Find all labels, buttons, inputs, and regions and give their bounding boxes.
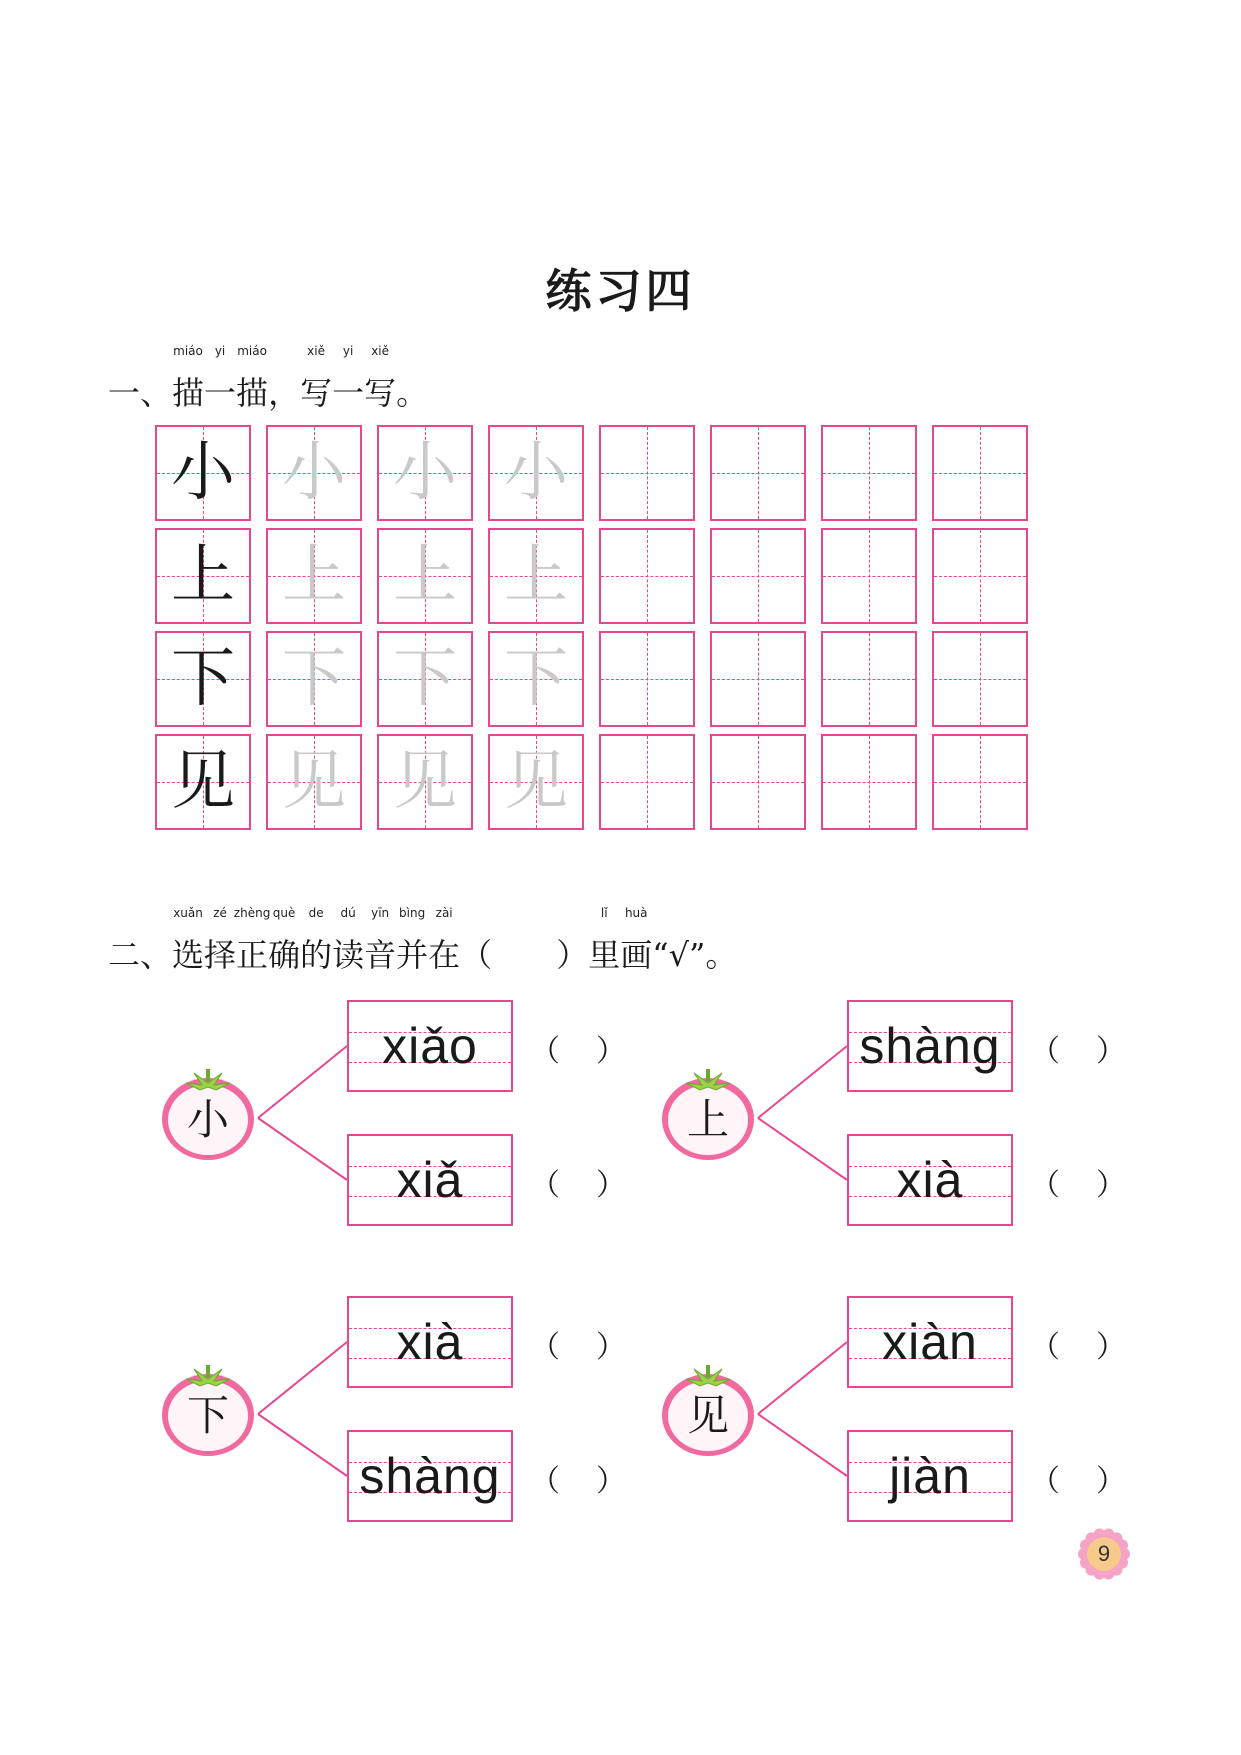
pinyin-option-box [347,1000,513,1092]
connector-line [258,1414,347,1476]
section1-pinyin: miáo [237,344,267,358]
trace-char-cell[interactable] [377,631,473,727]
answer-parentheses[interactable] [1030,1026,1126,1070]
model-char: 上 [171,539,235,613]
page-number-badge [1078,1528,1130,1580]
section2-pinyin: bìng [399,906,426,920]
pinyin-option: shàng [359,1448,501,1504]
answer-parentheses[interactable] [1030,1322,1126,1366]
trace-char-cell[interactable] [488,528,584,624]
page-number: 9 [1097,1541,1111,1566]
trace-char: 小 [393,436,457,510]
pinyin-option: xià [396,1314,464,1370]
pinyin-option-box [347,1430,513,1522]
section2-char: 音 [364,936,397,974]
paren-open: （ [1030,1034,1060,1069]
pinyin-option-box [847,1296,1013,1388]
trace-char: 上 [504,539,568,613]
tomato-char-badge [658,1359,758,1459]
trace-char: 下 [504,642,568,716]
trace-char-cell[interactable] [266,631,362,727]
section1-pinyin: yi [342,344,354,358]
section2-char: （ [460,936,493,974]
section1-pinyin: miáo [173,344,203,358]
paren-close: ） [596,1034,626,1069]
pinyin-option: shàng [859,1018,1001,1074]
section2-char: 在 [428,936,461,974]
pinyin-option-box [847,1000,1013,1092]
section2-pinyin: huà [624,906,648,920]
section2-char: “√” [652,936,706,974]
section1-char: 。 [396,374,429,412]
trace-char-cell[interactable] [377,734,473,830]
pinyin-option-box [347,1134,513,1226]
trace-char-cell[interactable] [377,528,473,624]
tomato-char-badge [158,1359,258,1459]
section2-pinyin: dú [340,906,356,920]
pinyin-option-box [847,1430,1013,1522]
answer-parentheses[interactable] [530,1026,626,1070]
trace-char-cell[interactable] [266,528,362,624]
section2-char: 画 [620,936,653,974]
connector-line [258,1046,347,1118]
model-char: 下 [171,642,235,716]
answer-parentheses[interactable] [530,1160,626,1204]
trace-char: 下 [282,642,346,716]
connector-line [758,1046,847,1118]
pinyin-option: jiàn [889,1448,971,1504]
section2-pinyin: yīn [371,906,390,920]
section1-char: 描 [172,374,205,412]
pinyin-option: xià [896,1152,964,1208]
section2-number: 二、 [108,936,173,974]
trace-char: 下 [393,642,457,716]
paren-close: ） [1096,1034,1126,1069]
paren-close: ） [596,1330,626,1365]
model-char: 见 [171,745,235,819]
model-char-cell [155,631,251,727]
answer-parentheses[interactable] [530,1456,626,1500]
tomato-char: 小 [186,1095,229,1144]
tomato-char-badge [658,1063,758,1163]
paren-open: （ [530,1464,560,1499]
pinyin-option-box [847,1134,1013,1226]
trace-char: 见 [393,745,457,819]
section2-pinyin: zé [213,906,227,920]
paren-close: ） [596,1168,626,1203]
model-char-cell [155,528,251,624]
paren-close: ） [1096,1464,1126,1499]
trace-char-cell[interactable] [488,734,584,830]
section2-pinyin: lǐ [600,906,608,920]
model-char: 小 [171,436,235,510]
section1-char: 写 [300,374,333,412]
section2-char: 择 [204,936,237,974]
section2-pinyin: què [272,906,296,920]
trace-char-cell[interactable] [377,425,473,521]
section2-pinyin: zhèng [233,906,271,920]
section2-pinyin: zài [435,906,453,920]
pinyin-option: xiǎ [396,1152,464,1208]
paren-close: ） [1096,1330,1126,1365]
section2-char: ） [556,936,589,974]
trace-char: 小 [504,436,568,510]
section2-pinyin: de [308,906,324,920]
section1-char: 写 [364,374,397,412]
section1-char: 一 [332,374,365,412]
section2-char: 里 [588,936,621,974]
section1-char: ， [268,374,301,412]
section1-char: 一 [204,374,237,412]
paren-open: （ [530,1034,560,1069]
connector-line [258,1118,347,1180]
paren-open: （ [1030,1168,1060,1203]
answer-parentheses[interactable] [1030,1456,1126,1500]
trace-char: 小 [282,436,346,510]
tomato-char: 下 [186,1391,229,1440]
section2-pinyin: xuǎn [173,906,203,920]
paren-open: （ [1030,1464,1060,1499]
trace-char: 上 [282,539,346,613]
pinyin-option: xiǎo [382,1018,478,1074]
trace-char: 见 [504,745,568,819]
tomato-char: 上 [686,1095,729,1144]
section1-char: 描 [236,374,269,412]
paren-open: （ [530,1330,560,1365]
tomato-char: 见 [686,1391,729,1440]
model-char-cell [155,425,251,521]
trace-char-cell[interactable] [266,734,362,830]
connector-line [758,1118,847,1180]
trace-char: 上 [393,539,457,613]
paren-close: ） [596,1464,626,1499]
answer-parentheses[interactable] [530,1322,626,1366]
section2-char: 确 [268,936,301,974]
paren-open: （ [530,1168,560,1203]
pinyin-option-box [347,1296,513,1388]
model-char-cell [155,734,251,830]
page-title: 练习四 [545,264,696,318]
section1-number: 一、 [108,374,173,412]
connector-line [258,1342,347,1414]
section1-pinyin: xiě [307,344,325,358]
section2-char: 并 [396,936,429,974]
section2-char: 读 [332,936,365,974]
trace-char-cell[interactable] [266,425,362,521]
answer-parentheses[interactable] [1030,1160,1126,1204]
connector-line [758,1342,847,1414]
section2-char: 正 [236,936,269,974]
paren-close: ） [1096,1168,1126,1203]
pinyin-option: xiàn [882,1314,978,1370]
trace-char-cell[interactable] [488,631,584,727]
section2-char: 选 [172,936,205,974]
trace-char-cell[interactable] [488,425,584,521]
paren-open: （ [1030,1330,1060,1365]
trace-char: 见 [282,745,346,819]
connector-line [758,1414,847,1476]
section1-pinyin: xiě [371,344,390,358]
section2-char: 。 [705,936,738,974]
tomato-char-badge [158,1063,258,1163]
section2-char: 的 [300,936,333,974]
section1-pinyin: yi [214,344,226,358]
